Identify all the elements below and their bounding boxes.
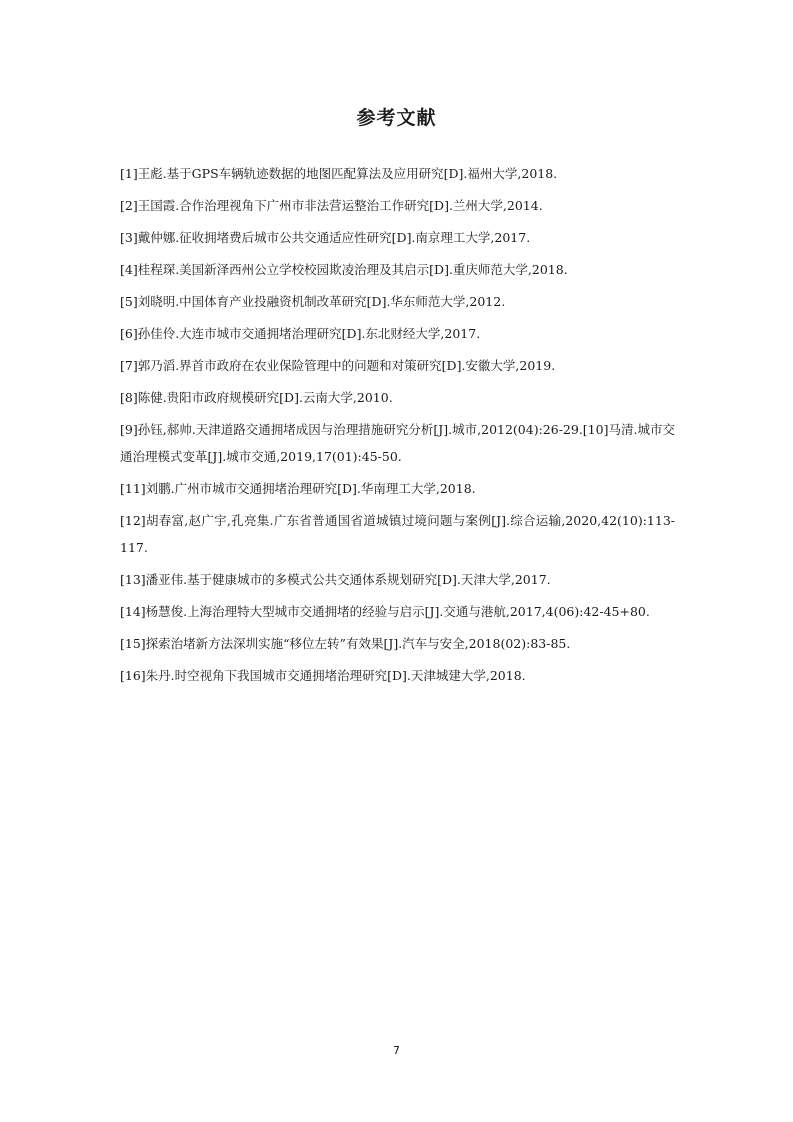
reference-list [120, 160, 675, 694]
reference-item: [14]杨慧俊.上海治理特大型城市交通拥堵的经验与启示[J].交通与港航,2017,4(06):42-45+80. [120, 604, 650, 619]
reference-item: [16]朱丹.时空视角下我国城市交通拥堵治理研究[D].天津城建大学,2018. [120, 668, 526, 683]
reference-item: [13]潘亚伟.基于健康城市的多模式公共交通体系规划研究[D].天津大学,2017. [120, 572, 551, 587]
reference-item: [6]孙佳伶.大连市城市交通拥堵治理研究[D].东北财经大学,2017. [120, 326, 481, 341]
reference-item: [3]戴仲娜.征收拥堵费后城市公共交通适应性研究[D].南京理工大学,2017. [120, 230, 531, 245]
reference-item: [12]胡春富,赵广宇,孔亮集.广东省普通国省道城镇过境问题与案例[J].综合运输,2020,42(10):113-117. [120, 513, 675, 555]
page-title: 参考文献 [356, 107, 437, 129]
reference-item: [15]探索治堵新方法深圳实施“移位左转”有效果[J].汽车与安全,2018(02):83-85. [120, 636, 571, 651]
reference-item: [9]孙钰,郝帅.天津道路交通拥堵成因与治理措施研究分析[J].城市,2012(04):26-29.[10]马清.城市交通治理模式变革[J].城市交通,2019,17(01):45-50. [120, 422, 675, 464]
page-number: 7 [393, 1044, 400, 1057]
reference-item: [11]刘鹏.广州市城市交通拥堵治理研究[D].华南理工大学,2018. [120, 481, 476, 496]
reference-item: [2]王国霞.合作治理视角下广州市非法营运整治工作研究[D].兰州大学,2014. [120, 198, 543, 213]
reference-item: [7]郭乃滔.界首市政府在农业保险管理中的问题和对策研究[D].安徽大学,2019. [120, 358, 556, 373]
reference-item: [8]陈健.贵阳市政府规模研究[D].云南大学,2010. [120, 390, 393, 405]
reference-item: [1]王彪.基于GPS车辆轨迹数据的地图匹配算法及应用研究[D].福州大学,2018. [120, 166, 558, 181]
reference-item: [4]桂程琛.美国新泽西州公立学校校园欺凌治理及其启示[D].重庆师范大学,2018. [120, 262, 568, 277]
reference-item: [5]刘晓明.中国体育产业投融资机制改革研究[D].华东师范大学,2012. [120, 294, 506, 309]
